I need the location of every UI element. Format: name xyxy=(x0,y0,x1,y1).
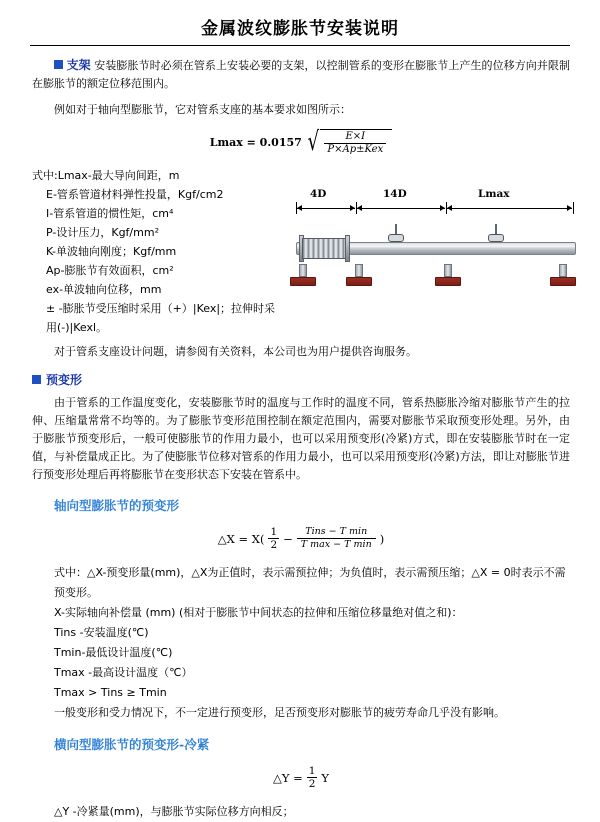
formula-axial-predeform xyxy=(32,526,570,551)
support-design-note: 对于管系支座设计问题，请参阅有关资料，本公司也为用户提供咨询服务。 xyxy=(54,345,417,358)
title-divider xyxy=(30,45,570,46)
formula-lmax-radical xyxy=(305,129,392,156)
formula-axial-minus: − xyxy=(283,531,293,546)
guide-support-icon xyxy=(435,264,461,286)
formula-lateral-half-num: 1 xyxy=(308,765,316,777)
definition-line: Ap-膨胀节有效面积，cm² xyxy=(46,264,174,277)
formula-lateral-half-den: 2 xyxy=(308,778,316,790)
formula-lateral-half xyxy=(307,765,318,790)
dim-tick xyxy=(573,202,574,214)
formula-axial-half xyxy=(268,526,279,551)
formula-axial-half-den: 2 xyxy=(270,539,278,551)
definition-line: E-管系管道材料弹性投量，Kgf/cm2 xyxy=(46,188,224,201)
formula-lateral-lhs: △Y = xyxy=(272,770,303,785)
bellow-cap-right-icon xyxy=(345,235,350,262)
subsection-axial-heading: 轴向型膨胀节的预变形 xyxy=(54,498,180,513)
document-body xyxy=(0,56,600,822)
diagram-dimension-labels xyxy=(288,188,578,202)
formula-axial-temp-num: Tins − T min xyxy=(305,526,368,537)
expansion-joint-diagram xyxy=(288,188,578,293)
formula-lmax xyxy=(32,129,570,156)
pipe-hanger-icon xyxy=(388,224,404,244)
formula-lmax-numerator: E×I xyxy=(345,131,366,142)
dim-label-14d: 14D xyxy=(383,188,407,200)
lateral-notes-list xyxy=(32,802,570,822)
formula-axial-temp-fraction xyxy=(297,526,376,551)
bellows-expansion-joint-icon xyxy=(302,238,346,259)
axial-note: Tmax > Tins ≥ Tmin xyxy=(54,686,167,699)
dim-arrow-14d xyxy=(357,208,445,209)
formula-axial-rhs: ) xyxy=(379,531,385,546)
definition-line: K-单波轴向刚度；Kgf/mm xyxy=(46,245,177,258)
section-predeform-heading-row xyxy=(32,371,570,388)
section-support-intro xyxy=(32,56,570,93)
axial-notes-list xyxy=(32,563,570,723)
page-title: 金属波纹膨胀节安装说明 xyxy=(201,19,399,39)
dim-label-lmax: Lmax xyxy=(478,188,510,200)
dim-arrow-lmax xyxy=(447,208,572,209)
section-support-para1: 安装膨胀节时必须在管系上安装必要的支架，以控制管系的变形在膨胀节上产生的位移方向并限制在膨胀节的额定位移范围内。 xyxy=(32,59,570,90)
axial-note: Tmin-最低设计温度(℃) xyxy=(54,646,173,659)
axial-note: X-实际轴向补偿量 (mm) (相对于膨胀节中间状态的拉伸和压缩位移量绝对值之和)： xyxy=(54,606,463,619)
dim-arrow-4d xyxy=(297,208,355,209)
formula-axial-half-num: 1 xyxy=(270,526,278,538)
definitions-list xyxy=(32,166,282,337)
section-predeform-heading: 预变形 xyxy=(46,373,83,387)
diagram-dimension-arrows xyxy=(288,202,578,214)
dim-label-4d: 4D xyxy=(310,188,327,200)
pipe-assembly-illustration xyxy=(288,216,578,288)
axial-note: Tmax -最高设计温度（℃） xyxy=(54,666,193,679)
section-support-para2: 例如对于轴向型膨胀节，它对管系支座的基本要求如图所示： xyxy=(54,103,351,116)
definition-line: P-设计压力，Kgf/mm² xyxy=(46,226,159,239)
axial-note: 一般变形和受力情况下，不一定进行预变形，足否预变形对膨胀节的疲劳寿命几乎没有影响。 xyxy=(54,706,505,719)
formula-lmax-denominator: P×Ap±Kex xyxy=(324,143,386,156)
document-page xyxy=(0,14,600,818)
definition-line: ± -膨胀节受压缩时采用（+）|Kex|；拉伸时采用(-)|Kexl。 xyxy=(46,302,276,334)
anchor-support-end-icon xyxy=(550,264,576,286)
radical-sign-icon: √ xyxy=(307,127,319,157)
formula-lateral-rhs: Y xyxy=(321,770,329,785)
formula-axial-temp-den: T max − T min xyxy=(297,538,376,551)
formula-lateral-coldspring xyxy=(32,765,570,790)
definition-line: ex-单波轴向位移，mm xyxy=(46,283,162,296)
definitions-and-diagram xyxy=(32,166,570,337)
subsection-lateral-heading: 横向型膨胀节的预变形-冷紧 xyxy=(54,737,210,752)
bullet-square-icon xyxy=(54,60,63,69)
section-support-heading: 支架 xyxy=(66,58,91,72)
diagram-column xyxy=(288,166,578,293)
anchor-support-icon xyxy=(346,264,372,286)
formula-lmax-lhs: Lmax = 0.0157 xyxy=(209,136,302,149)
definition-line: I-管系管道的惯性矩，cm⁴ xyxy=(46,207,174,220)
formula-axial-lhs: △X = X( xyxy=(217,531,265,546)
pipe-hanger-icon xyxy=(488,224,504,244)
axial-note: Tins -安装温度(℃) xyxy=(54,626,149,639)
section-predeform-para1: 由于管系的工作温度变化，安装膨胀节时的温度与工作时的温度不同，管系热膨胀冷缩对膨胀节产生的拉伸、压缩量常常不均等的。为了膨胀节变形范围控制在额定范围内，需要对膨胀节采取预变形处理。另外，由于膨胀节预变形后，一般可使膨胀节的作用力最小，也可以采用预变形(冷紧)方式，即在安装膨胀节时在一定值，与补偿量成正比。为了使膨胀节位移对管系的作用力最小，也可以采用预变形(冷紧)方法，即让对膨胀节进行预变形处理后再将膨胀节在变形状态下安装在管系中。 xyxy=(32,396,570,481)
axial-note: 式中：△X-预变形量(mm)，△X为正值时，表示需预拉伸；为负值时，表示需预压缩；△X = 0时表示不需预变形。 xyxy=(54,566,566,599)
lateral-note: △Y -冷紧量(mm)，与膨胀节实际位移方向相反； xyxy=(54,805,294,818)
bullet-square-icon xyxy=(32,375,41,384)
definition-line: 式中:Lmax-最大导向间距，m xyxy=(32,169,180,182)
anchor-support-icon xyxy=(290,264,316,286)
